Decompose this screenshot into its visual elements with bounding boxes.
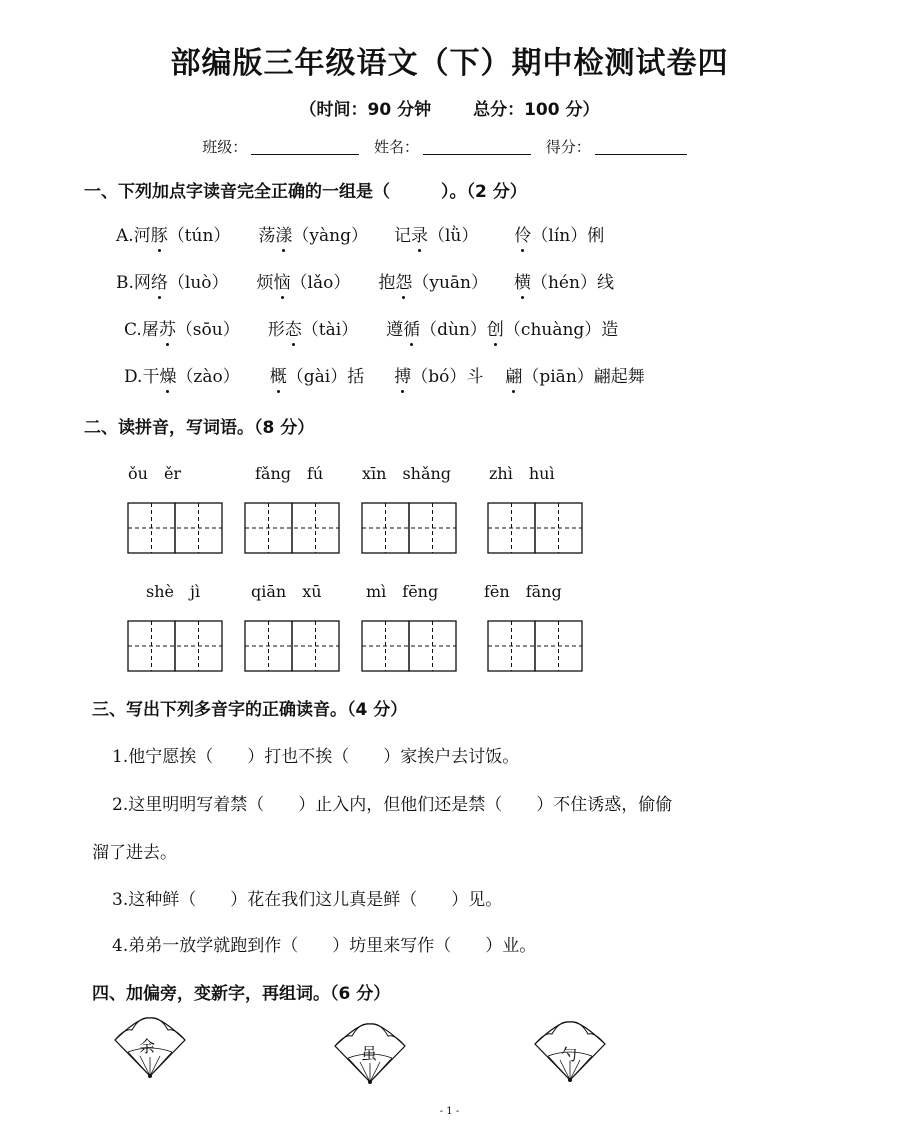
question-4: 4.弟弟一放学就跑到作（ ）坊里来写作（ ）业。 bbox=[112, 936, 537, 956]
pinyin-8: fēn fāng bbox=[484, 582, 562, 601]
page-title: 部编版三年级语文（下）期中检测试卷四 bbox=[170, 46, 729, 81]
question-2-cont: 溜了进去。 bbox=[92, 843, 177, 863]
question-3: 3.这种鲜（ ）花在我们这儿真是鲜（ ）见。 bbox=[112, 890, 503, 910]
question-1: 1.他宁愿挨（ ）打也不挨（ ）家挨户去讨饭。 bbox=[112, 747, 520, 767]
pinyin-6: qiān xū bbox=[251, 582, 322, 601]
fan-char-1: 余 bbox=[139, 1037, 156, 1056]
exam-time: （时间：90 分钟 bbox=[299, 100, 432, 120]
section4-heading: 四、加偏旁，变新字，再组词。（6 分） bbox=[92, 984, 391, 1004]
question-2: 2.这里明明写着禁（ ）止入内，但他们还是禁（ ）不住诱惑，偷偷 bbox=[112, 795, 673, 815]
fan-char-2: 虽 bbox=[361, 1044, 378, 1063]
pinyin-3: xīn shǎng bbox=[362, 464, 452, 483]
pinyin-5: shè jì bbox=[146, 582, 201, 601]
pinyin-4: zhì huì bbox=[489, 464, 555, 483]
option-d: D.干燥（zào） 概（gài）括 搏（bó）斗 翩（piān）翩起舞 bbox=[124, 367, 645, 387]
page-number: - 1 - bbox=[439, 1106, 460, 1117]
class-label: 班级： bbox=[202, 138, 248, 156]
pinyin-7: mì fēng bbox=[366, 582, 439, 601]
exam-total: 总分：100 分） bbox=[473, 100, 600, 120]
section3-heading: 三、写出下列多音字的正确读音。（4 分） bbox=[92, 700, 408, 720]
pinyin-1: ǒu ěr bbox=[128, 464, 182, 483]
fan-char-3: 勺 bbox=[561, 1045, 578, 1064]
section1-heading: 一、下列加点字读音完全正确的一组是（ ）。（2 分） bbox=[84, 182, 527, 202]
name-label: 姓名： bbox=[373, 138, 419, 156]
option-b: B.网络（luò） 烦恼（lǎo） 抱怨（yuān） 横（hén）线 bbox=[116, 273, 614, 293]
section2-heading: 二、读拼音，写词语。（8 分） bbox=[84, 418, 315, 438]
pinyin-2: fǎng fú bbox=[255, 464, 324, 483]
option-a: A.河豚（tún） 荡漾（yàng） 记录（lǜ） 伶（lín）俐 bbox=[116, 226, 605, 246]
option-c: C.屠苏（sōu） 形态（tài） 遵循（dùn）创（chuàng）造 bbox=[124, 320, 619, 340]
score-label: 得分： bbox=[545, 138, 591, 156]
